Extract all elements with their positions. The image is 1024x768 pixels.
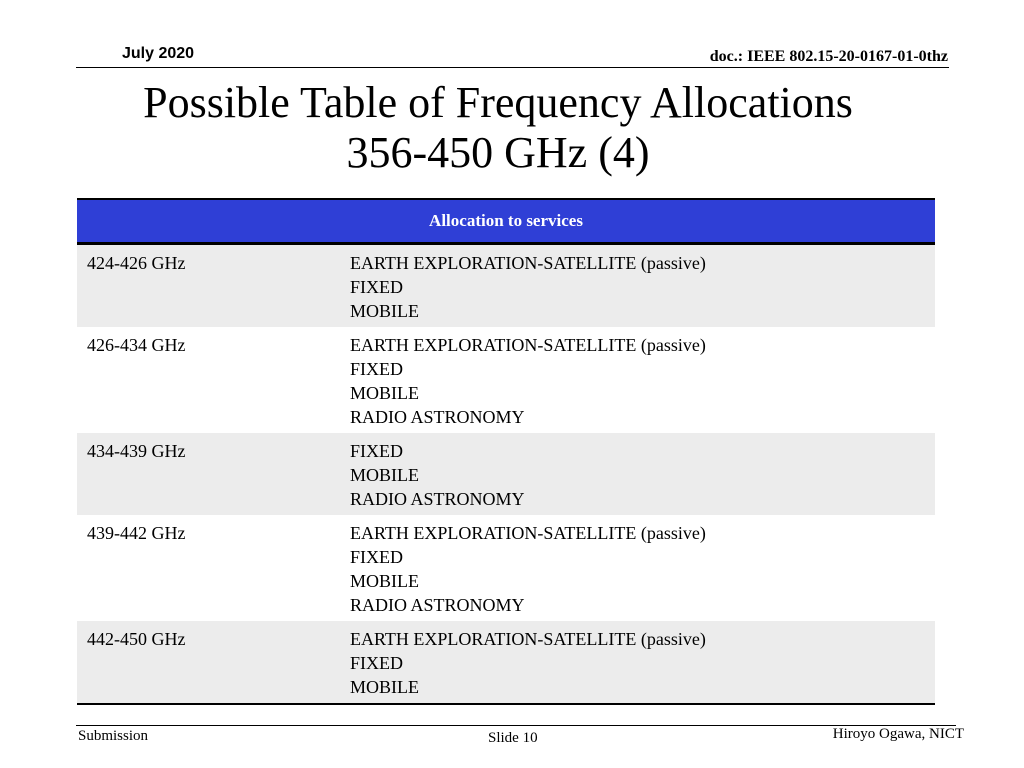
service-item: FIXED <box>350 359 403 379</box>
frequency-band-cell: 434-439 GHz <box>77 433 340 515</box>
service-item: MOBILE <box>350 383 419 403</box>
slide-title <box>76 78 920 178</box>
table-row <box>77 515 935 621</box>
service-item: RADIO ASTRONOMY <box>350 595 525 615</box>
services-cell <box>340 244 935 328</box>
service-item: EARTH EXPLORATION-SATELLITE (passive) <box>350 629 706 649</box>
table-header-row <box>77 199 935 244</box>
service-item: FIXED <box>350 441 403 461</box>
footer-submission: Submission <box>78 728 149 744</box>
title-line-2: 356-450 GHz (4) <box>346 128 650 177</box>
table-header-cell: Allocation to services <box>77 199 935 244</box>
service-item: MOBILE <box>350 301 419 321</box>
services-cell <box>340 621 935 704</box>
service-item: MOBILE <box>350 677 419 697</box>
table-row <box>77 433 935 515</box>
table-row <box>77 244 935 328</box>
service-item: RADIO ASTRONOMY <box>350 407 525 427</box>
service-item: RADIO ASTRONOMY <box>350 489 525 509</box>
services-cell <box>340 433 935 515</box>
table-row <box>77 621 935 704</box>
services-cell <box>340 515 935 621</box>
table-row <box>77 327 935 433</box>
service-item: FIXED <box>350 547 403 567</box>
document-id: doc.: IEEE 802.15-20-0167-01-0thz <box>709 48 948 65</box>
footer-divider <box>76 725 956 726</box>
service-item: EARTH EXPLORATION-SATELLITE (passive) <box>350 523 706 543</box>
title-line-1: Possible Table of Frequency Allocations <box>143 78 853 127</box>
service-item: EARTH EXPLORATION-SATELLITE (passive) <box>350 253 706 273</box>
services-cell <box>340 327 935 433</box>
frequency-allocation-table <box>77 198 935 705</box>
frequency-band-cell: 439-442 GHz <box>77 515 340 621</box>
service-item: MOBILE <box>350 571 419 591</box>
header-date: July 2020 <box>122 45 195 62</box>
service-item: FIXED <box>350 277 403 297</box>
frequency-band-cell: 442-450 GHz <box>77 621 340 704</box>
header-divider <box>76 67 949 68</box>
service-item: FIXED <box>350 653 403 673</box>
frequency-band-cell: 424-426 GHz <box>77 244 340 328</box>
frequency-band-cell: 426-434 GHz <box>77 327 340 433</box>
footer-author: Hiroyo Ogawa, NICT <box>832 726 964 742</box>
slide-number: Slide 10 <box>488 730 538 746</box>
service-item: MOBILE <box>350 465 419 485</box>
service-item: EARTH EXPLORATION-SATELLITE (passive) <box>350 335 706 355</box>
